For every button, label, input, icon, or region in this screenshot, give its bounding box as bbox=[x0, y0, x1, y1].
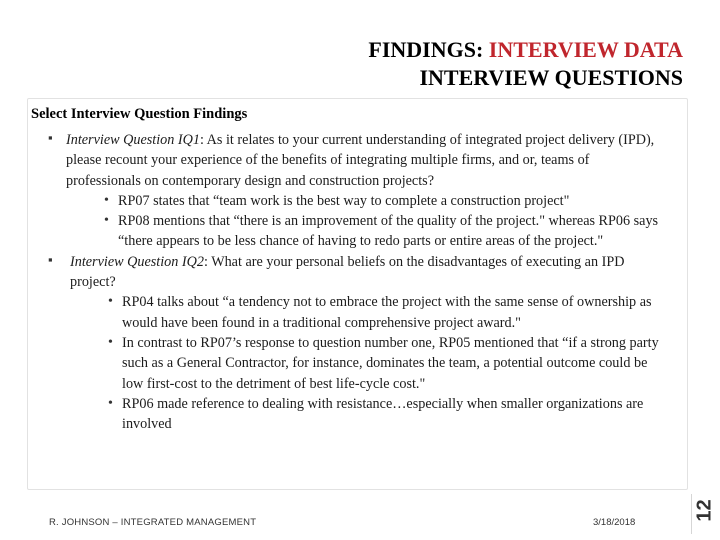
title-accent: INTERVIEW DATA bbox=[488, 37, 683, 62]
finding-text: RP08 mentions that “there is an improvement of the quality of the project." whereas RP06 says “there appears to be less chance of having to redo parts or entire areas of the project." bbox=[118, 213, 659, 250]
dot-bullet-icon: • bbox=[108, 334, 113, 350]
slide-title bbox=[368, 36, 683, 92]
finding-item bbox=[66, 191, 660, 211]
dot-bullet-icon: • bbox=[104, 192, 109, 208]
title-line-1 bbox=[368, 36, 683, 64]
finding-text: RP06 made reference to dealing with resistance…especially when smaller organizations are involved bbox=[122, 395, 644, 433]
footer-author: R. JOHNSON – INTEGRATED MANAGEMENT bbox=[49, 517, 257, 528]
finding-item bbox=[70, 394, 660, 435]
question-text: : What are your personal beliefs on the disadvantages of executing an IPD project? bbox=[70, 253, 625, 291]
finding-text: RP07 states that “team work is the best way to complete a construction project" bbox=[118, 192, 570, 209]
section-subtitle: Select Interview Question Findings bbox=[31, 106, 248, 122]
title-line-2: INTERVIEW QUESTIONS bbox=[419, 65, 683, 90]
page-number-text: 12 bbox=[693, 499, 716, 522]
square-bullet-icon bbox=[48, 134, 56, 142]
findings-body bbox=[48, 130, 660, 434]
finding-text: In contrast to RP07’s response to question number one, RP05 mentioned that “if a strong party such as a General Contractor, for instance, dominates the team, a potential outcome could be low first-cost to the detriment of best life-cycle cost." bbox=[122, 334, 659, 392]
question-item-iq2 bbox=[48, 252, 660, 435]
finding-list bbox=[66, 191, 660, 252]
finding-item bbox=[66, 211, 660, 252]
dot-bullet-icon: • bbox=[108, 294, 113, 310]
title-prefix: FINDINGS: bbox=[368, 37, 489, 62]
finding-text: RP04 talks about “a tendency not to embrace the project with the same sense of ownership as would have been found in a traditional comprehensive project award." bbox=[122, 294, 652, 331]
question-label: Interview Question IQ1 bbox=[66, 132, 200, 148]
footer-divider bbox=[691, 494, 692, 534]
question-text: : As it relates to your current understanding of integrated project delivery (IPD), please recount your experience of the benefits of integrating multiple firms, and or, teams of professionals on contemporary design and construction projects? bbox=[66, 132, 655, 189]
dot-bullet-icon: • bbox=[108, 395, 113, 411]
dot-bullet-icon: • bbox=[104, 213, 109, 229]
question-item-iq1 bbox=[48, 130, 660, 252]
page-number bbox=[694, 499, 716, 522]
question-label: Interview Question IQ2 bbox=[70, 253, 204, 270]
finding-list bbox=[70, 292, 660, 434]
finding-item bbox=[70, 292, 660, 333]
footer-date: 3/18/2018 bbox=[593, 517, 636, 528]
finding-item bbox=[70, 333, 660, 394]
square-bullet-icon bbox=[48, 256, 56, 264]
